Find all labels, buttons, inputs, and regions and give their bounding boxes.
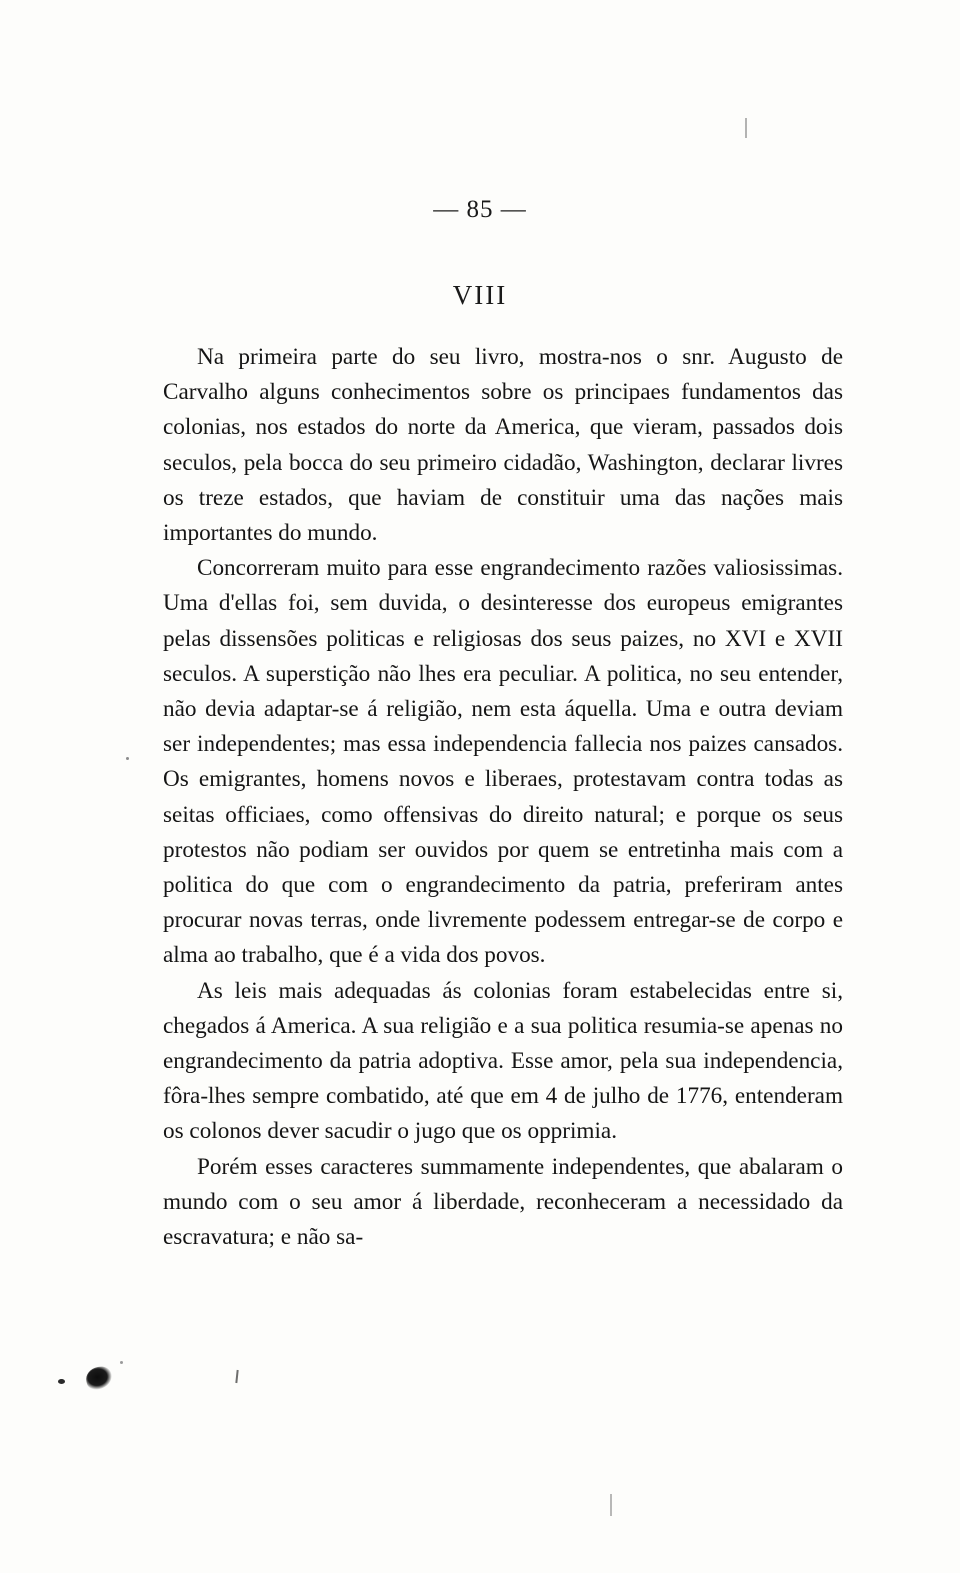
scan-artifact-top-mark (745, 118, 747, 138)
paragraph: Concorreram muito para esse engrandecimento razões valiosissimas. Uma d'ellas foi, sem duvida, o desinteresse dos europeus emigrantes pelas dissensões politicas e religiosas dos seus paizes, no XVI e XVII seculos. A superstição não lhes era peculiar. A politica, no seu entender, não devia adaptar-se á religião, nem esta áquella. Uma e outra deviam ser independentes; mas essa independencia fallecia nos paizes cansados. Os emigrantes, homens novos e liberaes, protestavam contra todas as seitas officiaes, como offensivas do direito natural; e porque os seus protestos não podiam ser ouvidos por quem se entretinha mais com a politica do que com o engrandecimento da patria, preferiram antes procurar novas terras, onde livremente podessem entregar-se de corpo e alma ao trabalho, que é a vida dos povos. (163, 555, 843, 969)
scan-artifact-speck (126, 757, 129, 760)
paragraph: As leis mais adequadas ás colonias foram estabelecidas entre si, chegados á America. A sua religião e a sua politica resumia-se apenas no engrandecimento da patria adoptiva. Esse amor, pela sua independencia, fôra-lhes sempre combatido, até que em 4 de julho de 1776, entenderam os colonos dever sacudir o jugo que os opprimia. (163, 977, 843, 1145)
paragraph: Na primeira parte do seu livro, mostra-nos o snr. Augusto de Carvalho alguns conhecimentos sobre os principaes fundamentos das colonias, nos estados do norte da America, que vieram, passados dois seculos, pela bocca do seu primeiro cidadão, Washington, declarar livres os treze estados, que haviam de constituir uma das nações mais importantes do mundo. (163, 344, 843, 547)
body-text-block (163, 340, 843, 1255)
page-number: — 85 — (433, 196, 527, 223)
scan-artifact-ink-tick (235, 1370, 238, 1383)
scan-artifact-ink-dot (58, 1379, 65, 1384)
scan-artifact-speck (120, 1361, 123, 1364)
chapter-heading: VIII (452, 280, 508, 310)
scan-artifact-ink-blot (84, 1365, 114, 1392)
paragraph: Porém esses caracteres summamente independentes, que abalaram o mundo com o seu amor á liberdade, reconheceram a necessidado da escravatura; e não sa- (163, 1153, 843, 1251)
scan-artifact-bottom-mark (610, 1494, 612, 1516)
